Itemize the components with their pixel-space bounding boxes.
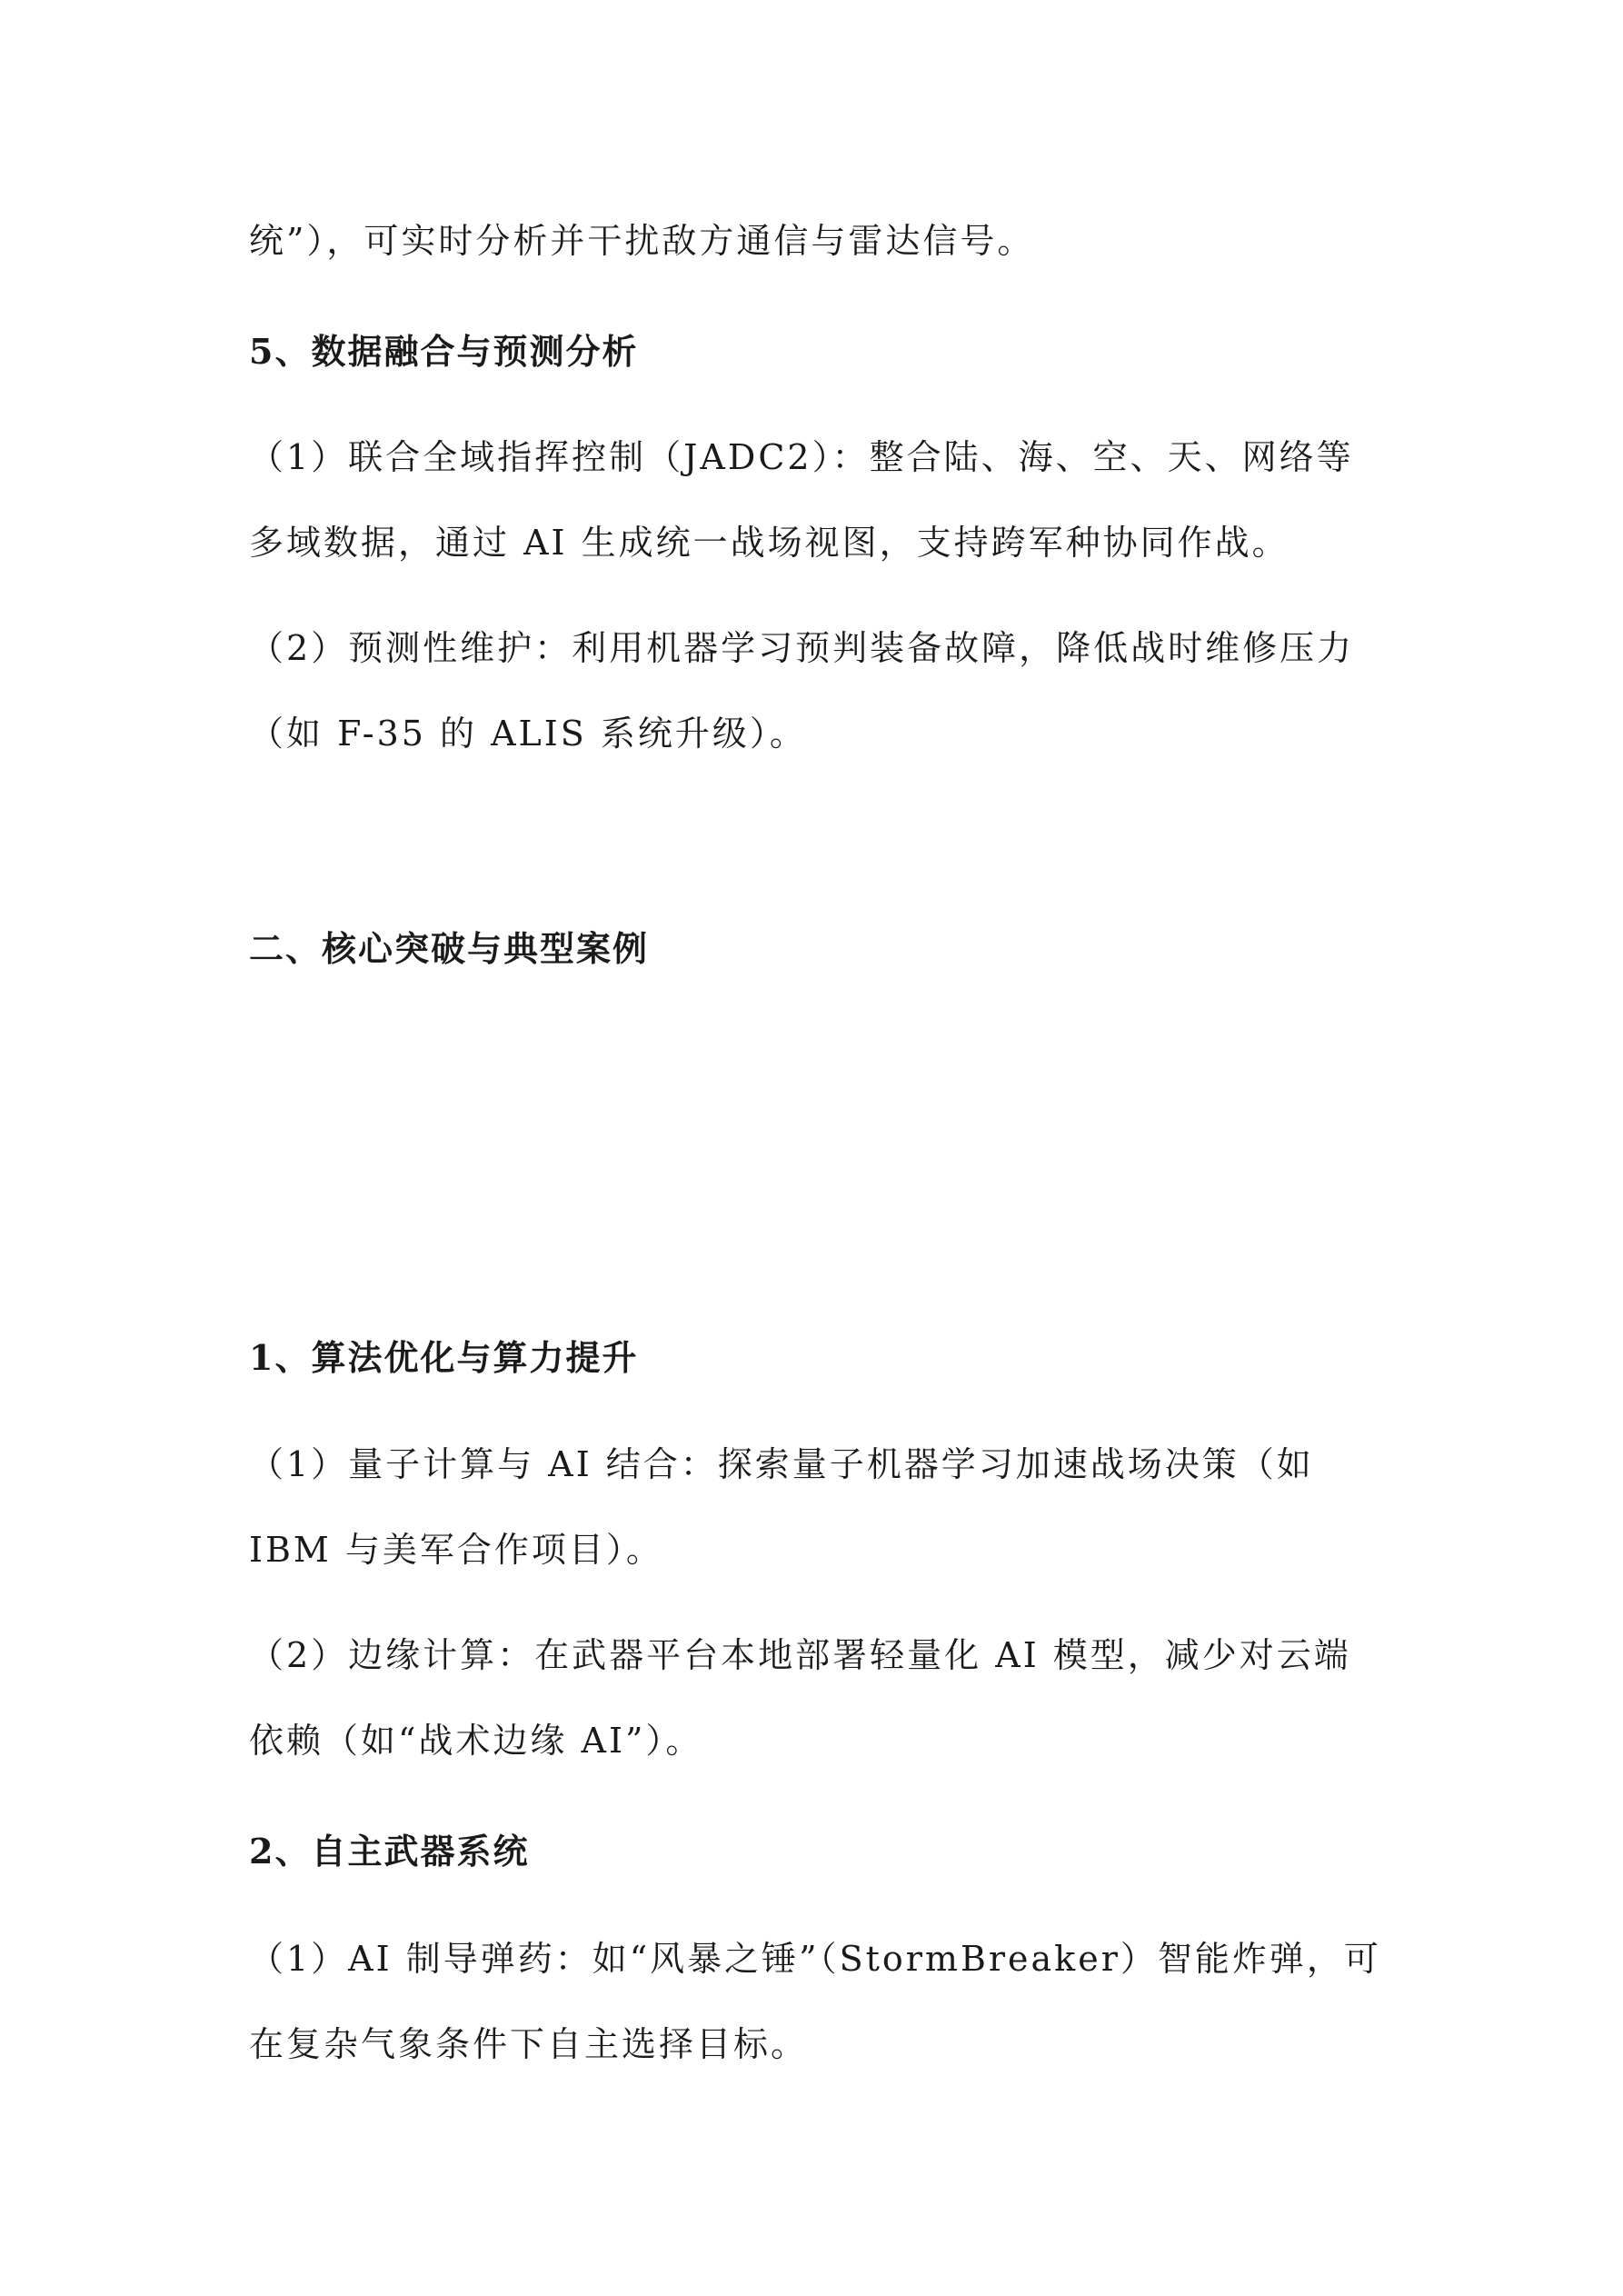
section-heading: 2、自主武器系统 bbox=[249, 1831, 530, 1872]
paragraph-line: IBM 与美军合作项目）。 bbox=[249, 1530, 663, 1570]
section-heading: 1、算法优化与算力提升 bbox=[249, 1337, 639, 1378]
chapter-heading: 二、核心突破与典型案例 bbox=[249, 928, 650, 969]
paragraph-line: （1）联合全域指挥控制（JADC2）：整合陆、海、空、天、网络等 bbox=[249, 437, 1354, 477]
paragraph-line: 依赖（如“战术边缘 AI”）。 bbox=[249, 1721, 703, 1761]
paragraph-line: （2）边缘计算：在武器平台本地部署轻量化 AI 模型，减少对云端 bbox=[249, 1635, 1351, 1675]
paragraph-line: 多域数据，通过 AI 生成统一战场视图，支持跨军种协同作战。 bbox=[249, 523, 1289, 563]
section-heading: 5、数据融合与预测分析 bbox=[249, 331, 639, 372]
paragraph-line: （如 F-35 的 ALIS 系统升级）。 bbox=[249, 714, 807, 754]
paragraph-line: （1）AI 制导弹药：如“风暴之锤”（StormBreaker）智能炸弹，可 bbox=[249, 1939, 1381, 1979]
paragraph-line: 在复杂气象条件下自主选择目标。 bbox=[249, 2024, 809, 2064]
paragraph-line: （2）预测性维护：利用机器学习预判装备故障，降低战时维修压力 bbox=[249, 628, 1355, 668]
paragraph-line: （1）量子计算与 AI 结合：探索量子机器学习加速战场决策（如 bbox=[249, 1444, 1314, 1484]
paragraph-line: 统”），可实时分析并干扰敌方通信与雷达信号。 bbox=[249, 221, 1035, 261]
